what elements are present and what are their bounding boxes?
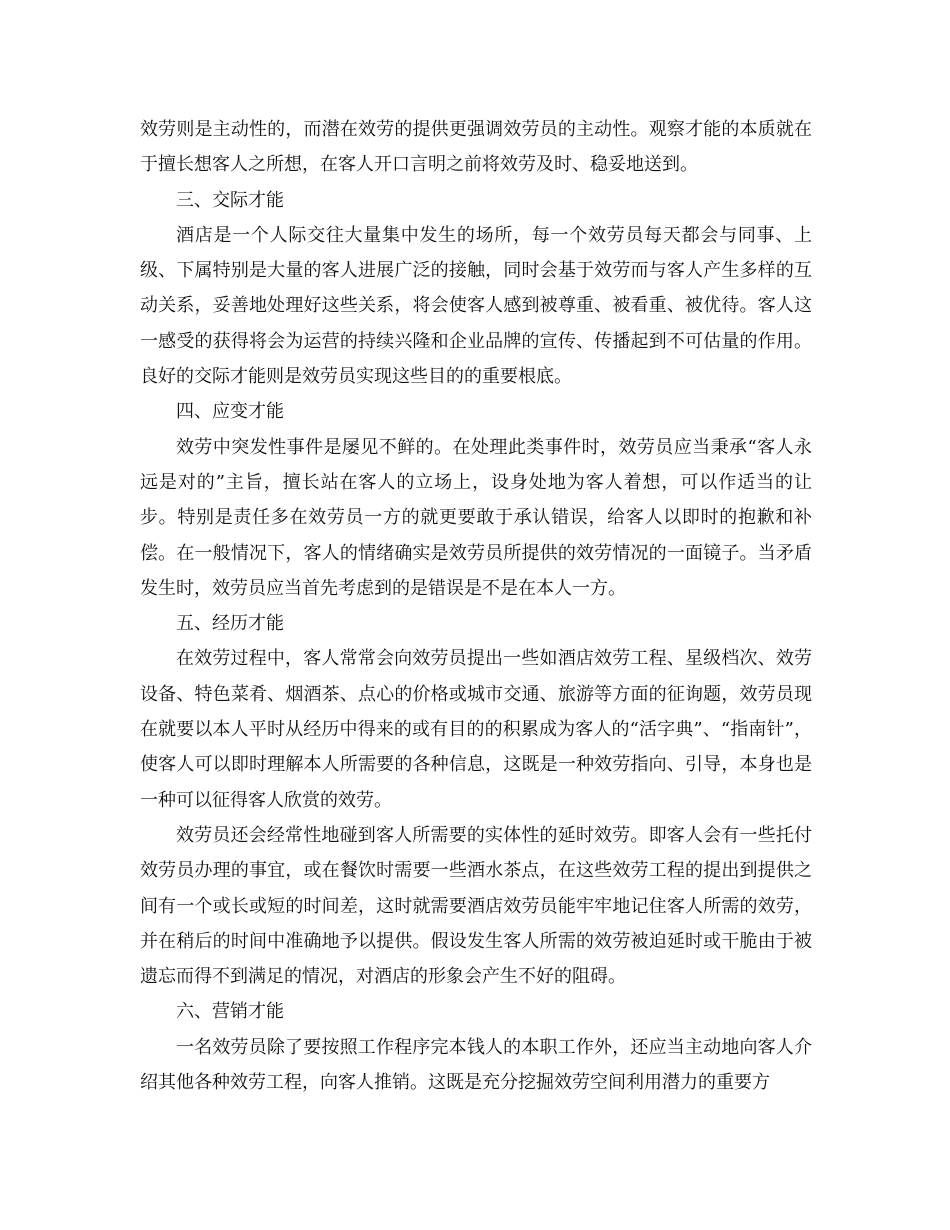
paragraph-adaptability: 效劳中突发性事件是屡见不鲜的。在处理此类事件时，效劳员应当秉承“客人永远是对的”主旨，擅长站在客人的立场上，设身处地为客人着想，可以作适当的让步。特别是责任多在效劳员一方的就更要敢于承认错误，给客人以即时的抱歉和补偿。在一般情况下，客人的情绪确实是效劳员所提供的效劳情况的一面镜子。当矛盾发生时，效劳员应当首先考虑到的是错误是不是在本人一方。 xyxy=(140,436,812,599)
paragraph-communication-ability: 酒店是一个人际交往大量集中发生的场所，每一个效劳员每天都会与同事、上级、下属特别是大量的客人进展广泛的接触，同时会基于效劳而与客人产生多样的互动关系，妥善地处理好这些关系，将会使客人感到被尊重、被看重、被优待。客人这一感受的获得将会为运营的持续兴隆和企业品牌的宣传、传播起到不可估量的作用。良好的交际才能则是效劳员实现这些目的的重要根底。 xyxy=(140,224,812,388)
heading-adaptability: 四、应变才能 xyxy=(176,401,284,423)
heading-communication-ability: 三、交际才能 xyxy=(176,189,284,211)
heading-marketing-ability: 六、营销才能 xyxy=(176,1001,284,1023)
paragraph-marketing-ability: 一名效劳员除了要按照工作程序完本钱人的本职工作外，还应当主动地向客人介绍其他各种效劳工程，向客人推销。这既是充分挖掘效劳空间利用潜力的重要方 xyxy=(140,1036,812,1094)
document-page xyxy=(140,112,812,1100)
heading-experience-ability: 五、经历才能 xyxy=(176,613,284,635)
paragraph-experience-ability-2: 效劳员还会经常性地碰到客人所需要的实体性的延时效劳。即客人会有一些托付效劳员办理的事宜，或在餐饮时需要一些酒水茶点，在这些效劳工程的提出到提供之间有一个或长或短的时间差，这时就需要酒店效劳员能牢牢地记住客人所需的效劳，并在稍后的时间中准确地予以提供。假设发生客人所需的效劳被迫延时或干脆由于被遗忘而得不到满足的情况，对酒店的形象会产生不好的阻碍。 xyxy=(140,824,812,988)
paragraph-experience-ability-1: 在效劳过程中，客人常常会向效劳员提出一些如酒店效劳工程、星级档次、效劳设备、特色菜肴、烟酒茶、点心的价格或城市交通、旅游等方面的征询题，效劳员现在就要以本人平时从经历中得来的或有目的的积累成为客人的“活字典”、“指南针”，使客人可以即时理解本人所需要的各种信息，这既是一种效劳指向、引导，本身也是一种可以征得客人欣赏的效劳。 xyxy=(140,648,812,811)
paragraph-observation-continued: 效劳则是主动性的，而潜在效劳的提供更强调效劳员的主动性。观察才能的本质就在于擅长想客人之所想，在客人开口言明之前将效劳及时、稳妥地送到。 xyxy=(140,119,812,176)
